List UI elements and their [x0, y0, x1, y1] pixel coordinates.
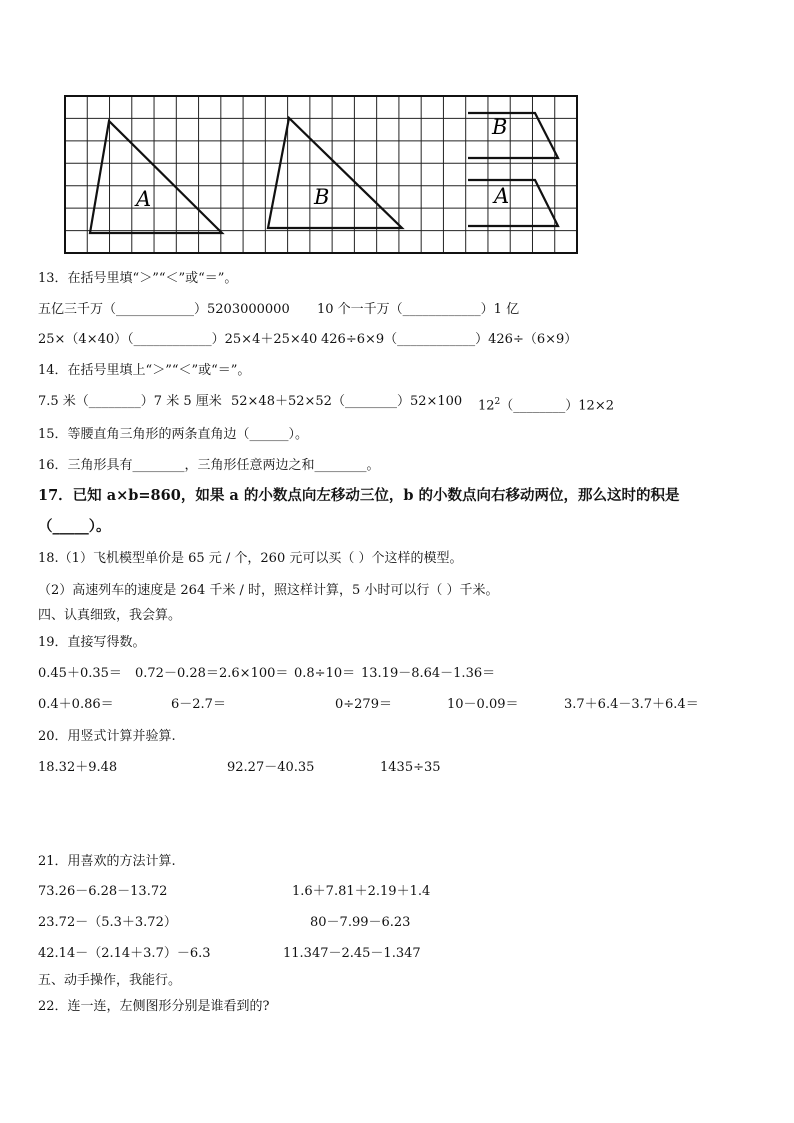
q19-r1-item: 2.6×100＝ [219, 666, 289, 681]
q19-r2-item: 10－0.09＝ [447, 697, 519, 712]
q21-item: 1.6＋7.81＋2.19＋1.4 [292, 884, 431, 899]
q20-item: 1435÷35 [380, 760, 441, 775]
q19-title: 19．直接写得数。 [38, 635, 146, 650]
shape-b-small [468, 113, 558, 158]
q18-part2: （2）高速列车的速度是 264 千米 / 时，照这样计算，5 小时可以行（ ）千米。 [38, 583, 499, 598]
q13-r1-a: 五亿三千万（____________）5203000000 [38, 302, 290, 317]
label-b-small: B [492, 115, 508, 139]
q17-line1: 17．已知 a×b=860，如果 a 的小数点向左移动三位，b 的小数点向右移动两位，那么这时的积是 [38, 487, 680, 504]
q20-title: 20．用竖式计算并验算. [38, 729, 176, 744]
q15: 15．等腰直角三角形的两条直角边（______）。 [38, 427, 309, 442]
q13-r2-a: 25×（4×40）（____________）25×4＋25×40 [38, 332, 318, 347]
q19-r1-item: 0.72－0.28＝ [135, 666, 219, 681]
q21-item: 23.72－（5.3＋3.72） [38, 915, 177, 930]
q22: 22．连一连，左侧图形分别是谁看到的? [38, 999, 270, 1014]
q19-r1-item: 0.45＋0.35＝ [38, 666, 122, 681]
q19-r1-item: 0.8÷10＝ [294, 666, 356, 681]
label-a-small: A [494, 184, 510, 208]
section-five-heading: 五、动手操作，我能行。 [38, 973, 182, 988]
q21-item: 42.14－（2.14＋3.7）－6.3 [38, 946, 211, 961]
label-b-large: B [314, 185, 330, 209]
q20-item: 92.27－40.35 [227, 760, 315, 775]
q14-r1-b: 52×48＋52×52（________）52×100 [231, 394, 463, 409]
q14-power-base: 12 [478, 398, 495, 414]
q21-item: 80－7.99－6.23 [310, 915, 411, 930]
q20-item: 18.32＋9.48 [38, 760, 118, 775]
q14-power-exp: 2 [494, 397, 501, 407]
q19-r2-item: 0÷279＝ [335, 697, 392, 712]
q13-title: 13．在括号里填“＞”“＜”或“＝”。 [38, 271, 238, 286]
q19-r2-item: 3.7＋6.4－3.7＋6.4＝ [564, 697, 699, 712]
q21-item: 11.347－2.45－1.347 [283, 946, 421, 961]
q21-title: 21．用喜欢的方法计算. [38, 854, 176, 869]
q14-title: 14．在括号里填上“＞”“＜”或“＝”。 [38, 363, 251, 378]
shape-a-small [468, 180, 558, 226]
q13-r1-b: 10 个一千万（____________）1 亿 [317, 302, 520, 317]
q14-r1-a: 7.5 米（________）7 米 5 厘米 [38, 394, 222, 409]
grid-figure [62, 88, 582, 260]
q19-r1-item: 13.19－8.64－1.36＝ [361, 666, 496, 681]
q17-line2: （_____）。 [38, 518, 111, 535]
q16: 16．三角形具有________，三角形任意两边之和________。 [38, 458, 380, 473]
q19-r2-item: 6－2.7＝ [171, 697, 226, 712]
q21-item: 73.26－6.28－13.72 [38, 884, 168, 899]
label-a-large: A [136, 187, 152, 211]
q13-r2-b: 426÷6×9（____________）426÷（6×9） [321, 332, 578, 347]
q19-r2-item: 0.4＋0.86＝ [38, 697, 114, 712]
q18-part1: 18.（1）飞机模型单价是 65 元 / 个，260 元可以买（ ）个这样的模型。 [38, 551, 463, 566]
q14-power-rest: （________）12×2 [500, 398, 614, 414]
section-four-heading: 四、认真细致，我会算。 [38, 608, 182, 623]
q14-r1-c [478, 393, 614, 415]
